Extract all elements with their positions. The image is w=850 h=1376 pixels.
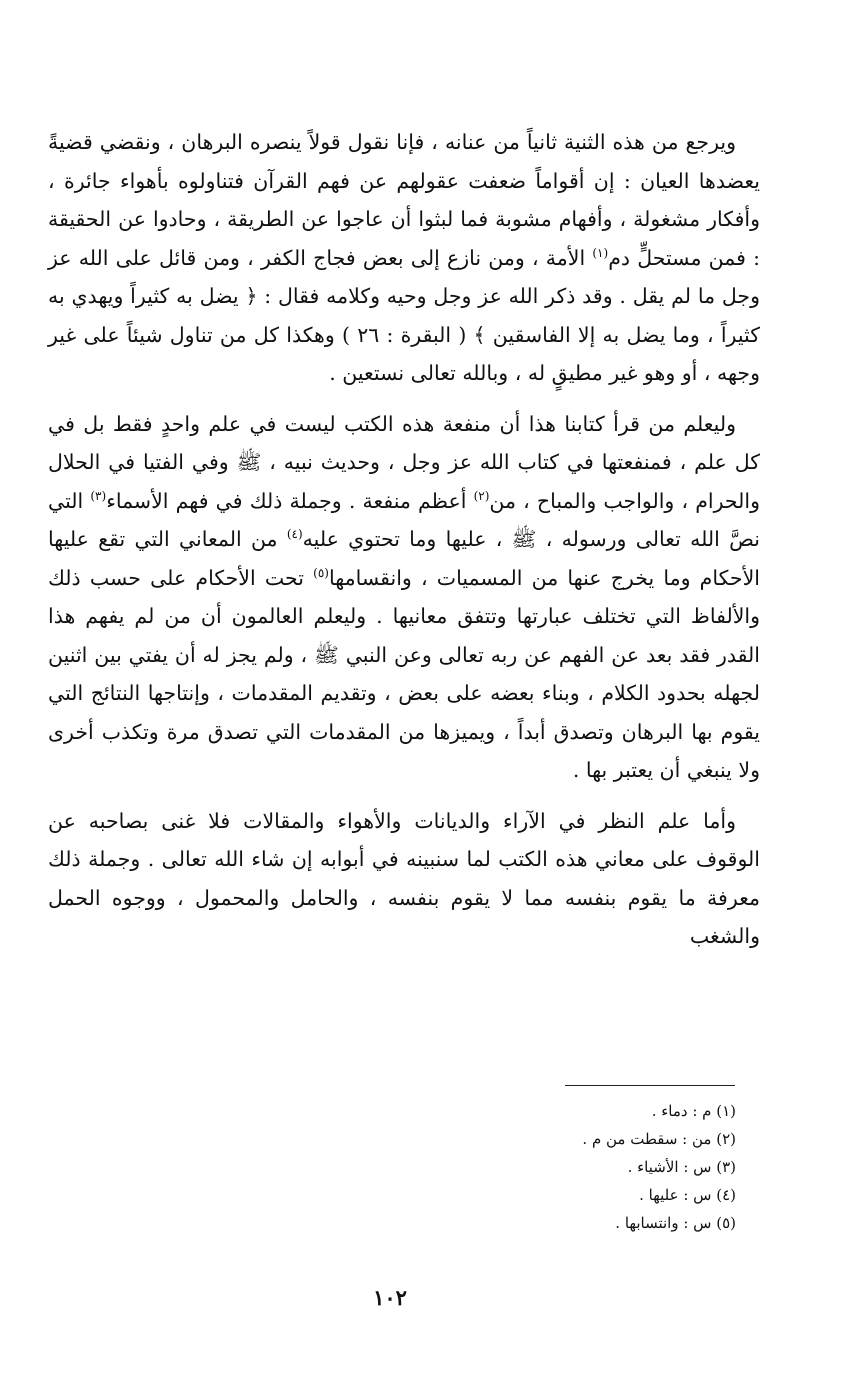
paragraph-3-part-1: وأما علم النظر في الآراء والديانات والأهواء والمقالات فلا غنى بصاحبه عن الوقوف على معاني هذه الكتب لما سنبينه في أبوابه إن شاء الله تعالى . وجملة ذلك معرفة ما يقوم بنفسه مما لا يقوم بنفسه ، والحامل والمحمول ، ووجوه الحمل والشغب	[48, 808, 760, 948]
paragraph-3	[48, 802, 760, 956]
paragraph-2	[48, 405, 760, 790]
paragraph-2-part-3: التي نصَّ الله تعالى ورسوله ، ﷺ ، عليها وما تحتوي عليه	[48, 488, 760, 551]
footnote-5: (٥) س : وانتسابها .	[615, 1214, 736, 1232]
footnote-separator	[565, 1085, 735, 1086]
paragraph-2-part-5: تحت الأحكام على حسب ذلك والألفاظ التي تختلف عبارتها وتتفق معانيها . وليعلم العالمون أن من لم يفهم هذا القدر فقد بعد عن الفهم عن ربه تعالى وعن النبي ﷺ ، ولم يجز له أن يفتي بين اثنين لجهله بحدود الكلام ، وبناء بعضه على بعض ، وتقديم المقدمات ، وإنتاجها النتائج التي يقوم بها البرهان وتصدق أبداً ، ويميزها من المقدمات التي تصدق مرة وتكذب أخرى ولا ينبغي أن يعتبر بها .	[48, 565, 760, 782]
main-text	[48, 123, 760, 956]
footnote-ref-5[interactable]: (٥)	[313, 565, 329, 580]
paragraph-2-part-1: وليعلم من قرأ كتابنا هذا أن منفعة هذه الكتب ليست في علم واحدٍ فقط بل في كل علم ، فمنفعتها في كتاب الله عز وجل ، وحديث نبيه ، ﷺ وفي الفتيا في الحلال والحرام ، والواجب والمباح ، من	[48, 411, 760, 513]
page-number: ١٠٢	[373, 1285, 407, 1310]
paragraph-1-part-2: الأمة ، ومن نازع إلى بعض فجاج الكفر ، ومن قائل على الله عز وجل ما لم يقل . وقد ذكر الله عز وجل وحيه وكلامه فقال : ﴿ يضل به كثيراً ويهدي به كثيراً ، وما يضل به إلا الفاسقين ﴾ ( البقرة : ٢٦ ) وهكذا كل من تناول شيئاً على غير وجهه ، أو وهو غير مطيقٍ له ، وبالله تعالى نستعين .	[48, 245, 760, 385]
footnotes	[400, 1097, 736, 1237]
footnote-3: (٣) س : الأشياء .	[627, 1158, 736, 1176]
footnote-ref-4[interactable]: (٤)	[286, 527, 303, 542]
paragraph-2-part-2: أعظم منفعة . وجملة ذلك في فهم الأسماء	[106, 488, 474, 513]
footnote-ref-3[interactable]: (٣)	[90, 488, 107, 503]
footnote-ref-1[interactable]: (١)	[592, 245, 609, 260]
footnote-2: (٢) من : سقطت من م .	[582, 1130, 736, 1148]
footnote-4: (٤) س : عليها .	[639, 1186, 736, 1204]
paragraph-1-part-1: ويرجع من هذه الثنية ثانياً من عنانه ، فإنا نقول قولاً ينصره البرهان ، ونقضي قضيةً يعضدها العيان : إن أقواماً ضعفت عقولهم عن فهم القرآن فتناولوه بأهواء جائرة ، وأفكار مشغولة ، وأفهام مشوبة فما لبثوا أن عاجوا عن الطريقة ، وحادوا عن الحقيقة : فمن مستحلٍّ دم	[48, 130, 760, 270]
footnote-ref-2[interactable]: (٢)	[473, 488, 490, 503]
footnote-1: (١) م : دماء .	[651, 1102, 736, 1120]
paragraph-2-part-4: من المعاني التي تقع عليها الأحكام وما يخرج عنها من المسميات ، وانقسامها	[48, 527, 760, 590]
paragraph-1	[48, 123, 760, 393]
